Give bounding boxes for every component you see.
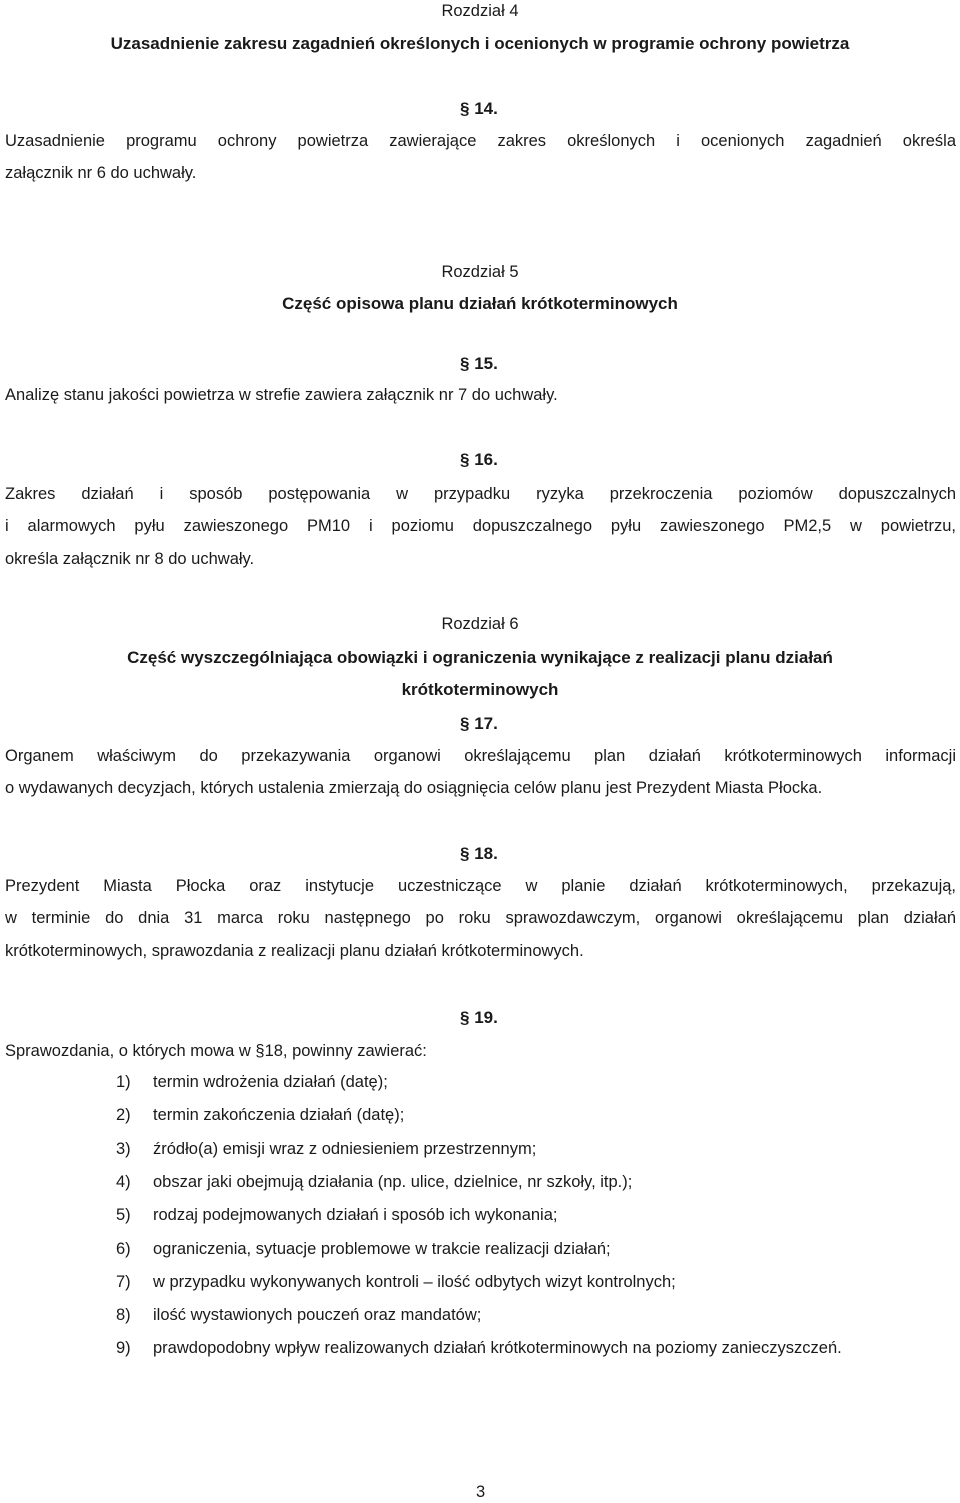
list-item-number: 2) <box>116 1106 131 1124</box>
paragraph-18-number-text: 18. <box>474 844 498 863</box>
paragraph-14-line-1: Uzasadnienie programu ochrony powietrza zawierające zakres określonych i ocenionych zagadnień określa <box>5 132 956 150</box>
list-item-number: 1) <box>116 1073 131 1091</box>
paragraph-19-number-text: 19. <box>474 1008 498 1027</box>
paragraph-16-line-1: Zakres działań i sposób postępowania w przypadku ryzyka przekroczenia poziomów dopuszczalnych <box>5 485 956 503</box>
section-sign-icon: § <box>460 1008 470 1027</box>
list-item-number: 8) <box>116 1306 131 1324</box>
section-sign-icon: § <box>460 844 470 863</box>
paragraph-19-number <box>460 1008 498 1028</box>
paragraph-17-number <box>460 714 498 734</box>
paragraph-19-intro-text-b: 18, powinny zawierać: <box>264 1042 427 1060</box>
paragraph-14-number <box>460 99 498 119</box>
paragraph-17-line-1: Organem właściwym do przekazywania organowi określającemu plan działań krótkoterminowych informacji <box>5 747 956 765</box>
section-sign-icon: § <box>460 450 470 469</box>
list-item-text: prawdopodobny wpływ realizowanych działań krótkoterminowych na poziomy zanieczyszczeń. <box>153 1339 842 1357</box>
section-sign-icon: § <box>460 99 470 118</box>
list-item-text: ilość wystawionych pouczeń oraz mandatów; <box>153 1306 482 1324</box>
paragraph-15-number <box>460 354 498 374</box>
paragraph-14-number-text: 14. <box>474 99 498 118</box>
chapter-6-title-line-2: krótkoterminowych <box>401 680 559 699</box>
list-item-text: rodzaj podejmowanych działań i sposób ich wykonania; <box>153 1206 558 1224</box>
chapter-6-title-line-1: Część wyszczególniająca obowiązki i ograniczenia wynikające z realizacji planu działań <box>127 648 833 667</box>
list-item-number: 5) <box>116 1206 131 1224</box>
list-item-number: 9) <box>116 1339 131 1357</box>
chapter-4-label: Rozdział 4 <box>441 2 519 20</box>
paragraph-16-line-3: określa załącznik nr 8 do uchwały. <box>5 550 255 568</box>
section-sign-icon: § <box>460 714 470 733</box>
list-item-number: 3) <box>116 1140 131 1158</box>
paragraph-15-line-1: Analizę stanu jakości powietrza w strefie zawiera załącznik nr 7 do uchwały. <box>5 386 558 404</box>
chapter-4-title: Uzasadnienie zakresu zagadnień określonych i ocenionych w programie ochrony powietrza <box>110 34 850 53</box>
paragraph-18-line-3: krótkoterminowych, sprawozdania z realizacji planu działań krótkoterminowych. <box>5 942 584 960</box>
page-number: 3 <box>476 1483 486 1501</box>
section-sign-icon: § <box>255 1042 265 1060</box>
section-sign-icon: § <box>460 354 470 373</box>
paragraph-14-line-2: załącznik nr 6 do uchwały. <box>5 164 197 182</box>
list-item-text: termin zakończenia działań (datę); <box>153 1106 405 1124</box>
list-item-number: 6) <box>116 1240 131 1258</box>
paragraph-16-line-2: i alarmowych pyłu zawieszonego PM10 i poziomu dopuszczalnego pyłu zawieszonego PM2,5 w powietrzu, <box>5 517 956 535</box>
paragraph-19-intro <box>5 1042 427 1061</box>
paragraph-15-number-text: 15. <box>474 354 498 373</box>
paragraph-16-number-text: 16. <box>474 450 498 469</box>
paragraph-17-number-text: 17. <box>474 714 498 733</box>
list-item-text: termin wdrożenia działań (datę); <box>153 1073 388 1091</box>
paragraph-18-number <box>460 844 498 864</box>
list-item-text: źródło(a) emisji wraz z odniesieniem przestrzennym; <box>153 1140 537 1158</box>
paragraph-19-intro-text-a: Sprawozdania, o których mowa w <box>5 1042 256 1060</box>
chapter-5-title: Część opisowa planu działań krótkoterminowych <box>282 294 678 313</box>
paragraph-16-number <box>460 450 498 470</box>
list-item-text: w przypadku wykonywanych kontroli – ilość odbytych wizyt kontrolnych; <box>153 1273 676 1291</box>
chapter-5-label: Rozdział 5 <box>441 263 519 281</box>
list-item-number: 7) <box>116 1273 131 1291</box>
chapter-6-label: Rozdział 6 <box>441 615 519 633</box>
paragraph-18-line-2: w terminie do dnia 31 marca roku następnego po roku sprawozdawczym, organowi określającemu plan działań <box>5 909 956 927</box>
list-item-number: 4) <box>116 1173 131 1191</box>
paragraph-17-line-2: o wydawanych decyzjach, których ustalenia zmierzają do osiągnięcia celów planu jest Prezydent Miasta Płocka. <box>5 779 823 797</box>
list-item-text: obszar jaki obejmują działania (np. ulice, dzielnice, nr szkoły, itp.); <box>153 1173 633 1191</box>
list-item-text: ograniczenia, sytuacje problemowe w trakcie realizacji działań; <box>153 1240 611 1258</box>
paragraph-18-line-1: Prezydent Miasta Płocka oraz instytucje uczestniczące w planie działań krótkoterminowych, przekazują, <box>5 877 956 895</box>
